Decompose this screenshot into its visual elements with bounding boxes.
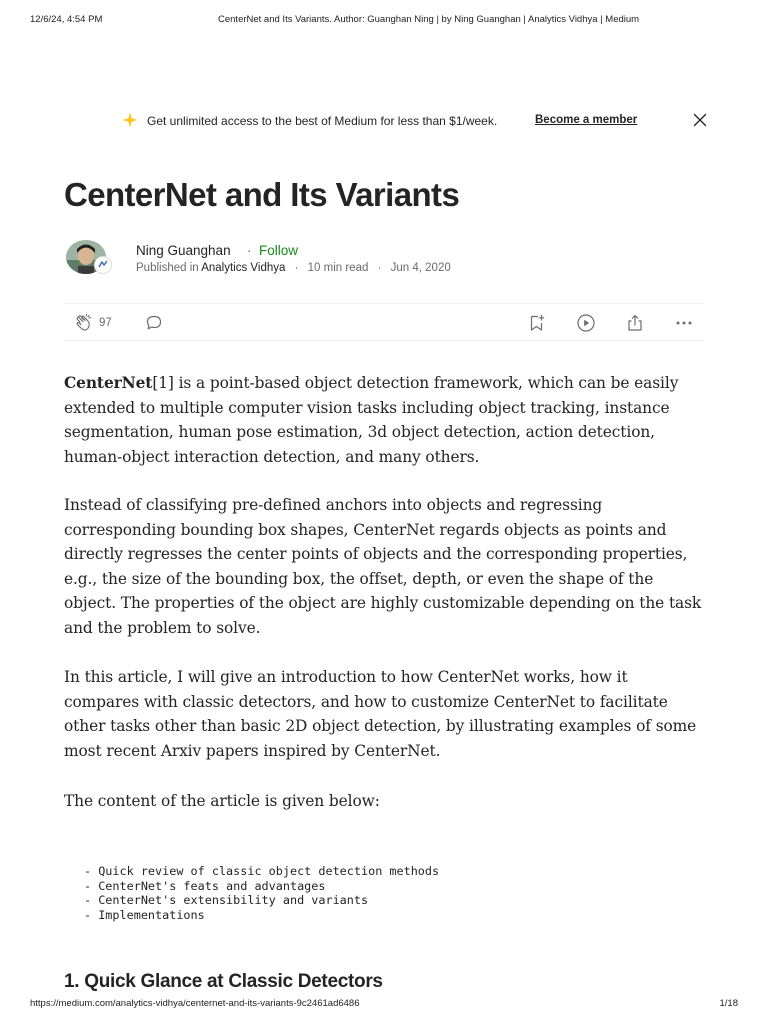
- section-heading: 1. Quick Glance at Classic Detectors: [64, 971, 383, 992]
- contents-list-item: - Quick review of classic object detection methods: [84, 864, 440, 878]
- read-time: 10 min read: [307, 262, 369, 274]
- clap-button[interactable]: [74, 313, 112, 333]
- name-separator: ·: [247, 243, 252, 258]
- page-number: 1/18: [719, 998, 738, 1009]
- print-header: [0, 14, 768, 28]
- centernet-bold-lead: CenterNet: [64, 374, 153, 392]
- share-icon: [625, 313, 645, 333]
- author-name[interactable]: Ning Guanghan: [136, 243, 231, 258]
- published-in-label: Published in: [136, 262, 199, 274]
- paragraph: The content of the article is given below:: [64, 792, 380, 810]
- sparkle-icon: [122, 112, 138, 128]
- clap-count: 97: [99, 317, 112, 329]
- contents-list-item: - CenterNet's extensibility and variants: [84, 893, 369, 907]
- print-datetime: 12/6/24, 4:54 PM: [30, 14, 103, 25]
- paragraph: In this article, I will give an introduction to how CenterNet works, how it compares with classic detectors, and how to customize CenterNet to facilitate other tasks other than basic 2D object detection, by illustrating examples of some most recent Arxiv papers inspired by CenterNet.: [64, 668, 697, 760]
- contents-code-block: [84, 864, 439, 922]
- print-page-title: CenterNet and Its Variants. Author: Guanghan Ning | by Ning Guanghan | Analytics Vidhya | Medium: [218, 14, 640, 25]
- paragraph: Instead of classifying pre-defined anchors into objects and regressing corresponding bounding box shapes, CenterNet regards objects as points and directly regresses the center points of objects and the corresponding properties, e.g., the size of the bounding box, the offset, depth, or even the shape of the object. The properties of the object are highly customizable depending on the task and the problem to solve.: [64, 496, 702, 637]
- publication-badge-icon: [94, 256, 112, 274]
- contents-list-item: - CenterNet's feats and advantages: [84, 878, 326, 893]
- publication-link[interactable]: Analytics Vidhya: [201, 262, 286, 274]
- follow-button[interactable]: Follow: [259, 243, 299, 258]
- close-icon[interactable]: [692, 112, 708, 128]
- become-member-link[interactable]: Become a member: [535, 114, 638, 126]
- share-button[interactable]: [625, 313, 645, 333]
- bookmark-add-icon: [527, 313, 547, 333]
- meta-separator: ·: [294, 262, 299, 274]
- banner-text: Get unlimited access to the best of Medium for less than $1/week.: [147, 114, 498, 128]
- bookmark-button[interactable]: [527, 313, 547, 333]
- listen-button[interactable]: [576, 313, 596, 333]
- paragraph-intro-text: [1] is a point-based object detection framework, which can be easily extended to multiple computer vision tasks including object tracking, instance segmentation, human pose estimation, 3d object detection, action detection, human-object interaction detection, and many others.: [64, 374, 679, 466]
- publish-date: Jun 4, 2020: [390, 262, 451, 274]
- article-title: CenterNet and Its Variants: [64, 176, 460, 213]
- contents-list-item: - Implementations: [84, 907, 205, 922]
- play-circle-icon: [576, 313, 596, 333]
- author-block: [64, 240, 704, 280]
- print-footer: [0, 998, 768, 1012]
- article-action-bar: [64, 303, 704, 341]
- more-button[interactable]: [674, 313, 694, 333]
- comment-icon: [144, 313, 164, 333]
- paragraph-intro: [64, 371, 704, 469]
- comment-button[interactable]: [144, 313, 164, 333]
- meta-separator: ·: [377, 262, 382, 274]
- membership-banner: [122, 112, 712, 130]
- publication-meta: [136, 262, 451, 274]
- more-icon: [674, 313, 694, 333]
- clap-icon: [74, 313, 94, 333]
- print-url: https://medium.com/analytics-vidhya/centernet-and-its-variants-9c2461ad6486: [30, 998, 360, 1009]
